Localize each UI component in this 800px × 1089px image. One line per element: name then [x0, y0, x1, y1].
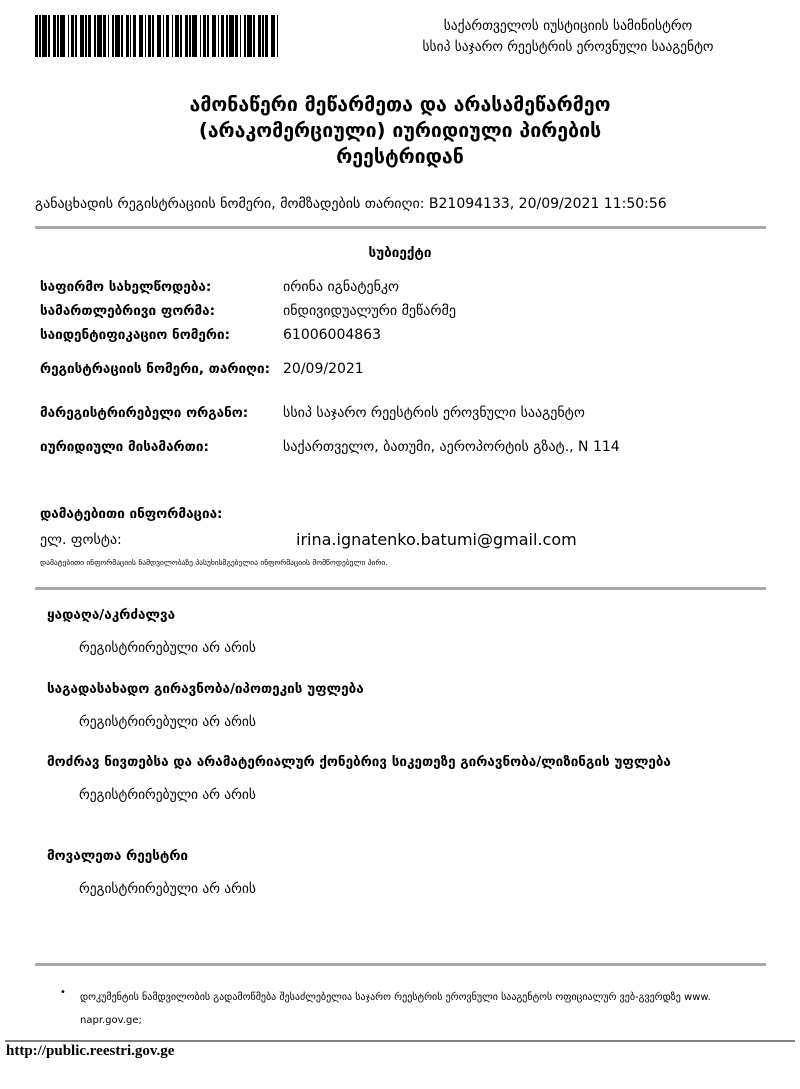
field-label: საფირმო სახელწოდება:	[40, 279, 212, 295]
subject-row-id-number	[40, 326, 760, 344]
bullet-icon: •	[60, 987, 66, 998]
title-line-1: ამონაწერი მეწარმეთა და არასამეწარმეო	[189, 93, 611, 116]
footer-url: http://public.reestri.gov.ge	[6, 1043, 175, 1059]
application-value: B21094133, 20/09/2021 11:50:56	[428, 196, 667, 212]
field-label: მარეგისტრირებელი ორგანო:	[40, 405, 249, 421]
encumbrance-status: რეგისტრირებული არ არის	[79, 787, 256, 803]
encumbrance-status: რეგისტრირებული არ არის	[79, 881, 256, 897]
application-label: განაცხადის რეგისტრაციის ნომერი, მომზადების თარიღი:	[35, 196, 425, 212]
subject-row-firm-name	[40, 278, 760, 296]
field-value: 20/09/2021	[283, 361, 364, 377]
field-value: ირინა იგნატენკო	[283, 279, 400, 295]
divider	[35, 587, 766, 590]
field-label: რეგისტრაციის ნომერი, თარიღი:	[40, 361, 271, 377]
email-value: irina.ignatenko.batumi@gmail.com	[296, 530, 577, 549]
encumbrance-status: რეგისტრირებული არ არის	[79, 640, 256, 656]
field-value: სსიპ საჯარო რეესტრის ეროვნული სააგენტო	[283, 405, 585, 421]
field-value: ინდივიდუალური მეწარმე	[283, 303, 456, 319]
additional-info-title: დამატებითი ინფორმაცია:	[40, 506, 223, 522]
encumbrance-debtors-registry	[47, 845, 747, 897]
footer-divider	[5, 1040, 795, 1042]
agency-header	[378, 16, 758, 58]
title-line-3: რეესტრიდან	[336, 145, 464, 168]
encumbrance-title: ყადაღა/აკრძალვა	[47, 607, 176, 623]
encumbrance-status: რეგისტრირებული არ არის	[79, 714, 256, 730]
subject-row-legal-address	[40, 438, 760, 456]
encumbrance-tax-lien	[47, 678, 747, 730]
subject-row-registration	[40, 350, 760, 388]
email-label: ელ. ფოსტა:	[40, 532, 122, 548]
title-line-2: (არაკომერციული) იურიდიული პირების	[198, 119, 602, 142]
divider	[35, 226, 766, 229]
encumbrance-title: მოძრავ ნივთებსა და არამატერიალურ ქონებრივ სიკეთეზე გირავნობა/ლიზინგის უფლება	[47, 754, 671, 770]
section-title-subject: სუბიექტი	[368, 245, 432, 261]
field-label: იურიდიული მისამართი:	[40, 439, 209, 455]
encumbrance-seizure	[47, 604, 747, 656]
subject-row-legal-form	[40, 302, 760, 320]
encumbrance-title: მოვალეთა რეესტრი	[47, 848, 189, 864]
subject-row-registering-body	[40, 394, 760, 432]
verification-note: დოკუმენტის ნამდვილობის გადამოწმება შესაძლებელია საჯარო რეესტრის ეროვნული სააგენტოს ოფიციალურ ვებ-გვერდზე www. napr.gov.ge;	[80, 992, 711, 1026]
document-title	[0, 92, 800, 170]
field-label: სამართლებრივი ფორმა:	[40, 303, 215, 319]
ministry-name: საქართველოს იუსტიციის სამინისტრო	[443, 18, 693, 34]
agency-name: სსიპ საჯარო რეესტრის ეროვნული სააგენტო	[422, 39, 714, 55]
barcode	[35, 15, 280, 57]
field-label: საიდენტიფიკაციო ნომერი:	[40, 327, 230, 343]
field-value: საქართველო, ბათუმი, აეროპორტის გზატ., N 114	[283, 439, 620, 455]
application-info	[35, 196, 667, 212]
subject-table	[40, 278, 760, 462]
field-value: 61006004863	[283, 327, 381, 343]
encumbrance-movable-pledge	[47, 751, 737, 803]
divider	[35, 963, 766, 966]
encumbrance-title: საგადასახადო გირავნობა/იპოთეკის უფლება	[47, 681, 364, 697]
additional-info-disclaimer: დამატებითი ინფორმაციის ნამდვილობაზე პასუხისმგებელია ინფორმაციის მომწოდებელი პირი.	[40, 558, 388, 567]
